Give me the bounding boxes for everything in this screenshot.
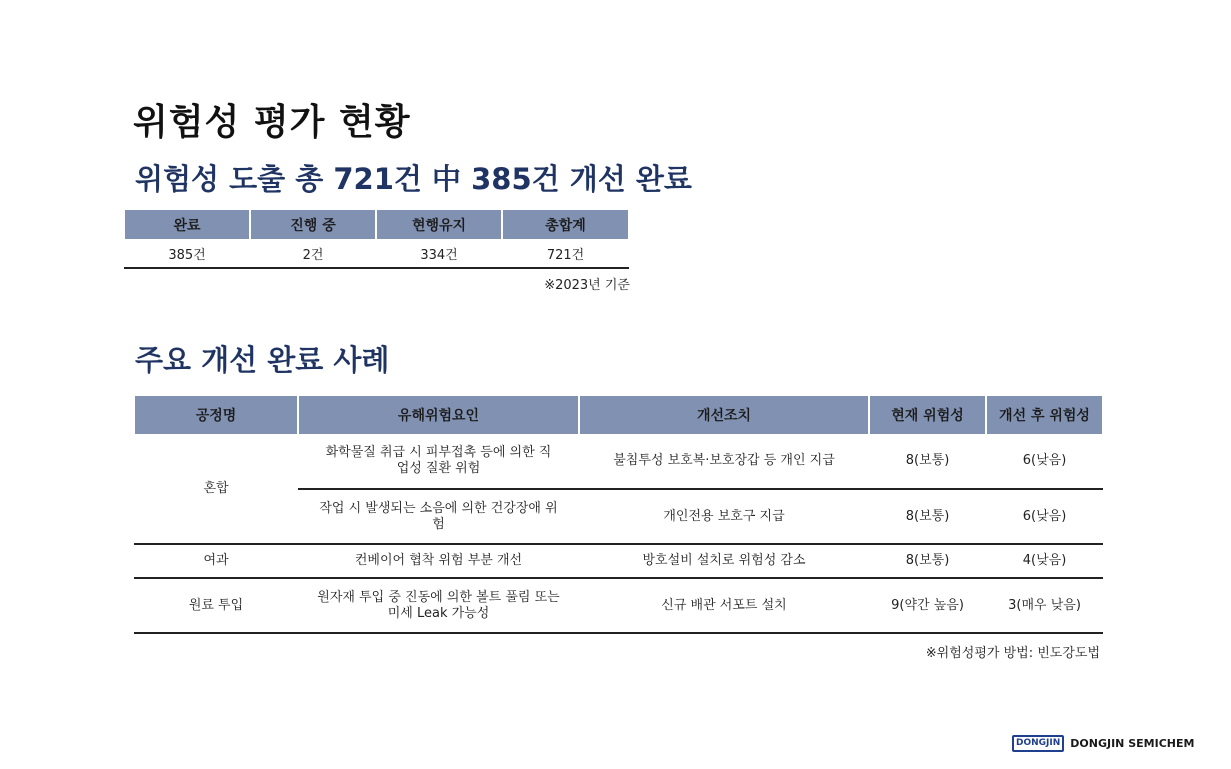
summary-table — [123, 210, 630, 269]
summary-heading: 위험성 도출 총 721건 中 385건 개선 완료 — [135, 162, 692, 196]
process-cell: 여과 — [134, 544, 298, 578]
summary-header: 완료 — [124, 210, 250, 239]
summary-value: 2건 — [250, 239, 376, 268]
cases-table — [133, 396, 1104, 634]
company-logo — [1012, 734, 1194, 752]
summary-value: 385건 — [124, 239, 250, 268]
current-risk-cell: 8(보통) — [869, 544, 986, 578]
logo-text: DONGJIN SEMICHEM — [1070, 736, 1195, 750]
summary-header: 현행유지 — [376, 210, 502, 239]
hazard-cell: 작업 시 발생되는 소음에 의한 건강장애 위험 — [298, 489, 579, 544]
hazard-cell: 화학물질 취급 시 피부접촉 등에 의한 직업성 질환 위험 — [298, 434, 579, 489]
summary-value: 334건 — [376, 239, 502, 268]
cases-header: 개선조치 — [579, 396, 869, 434]
cases-header: 현재 위험성 — [869, 396, 986, 434]
current-risk-cell: 8(보통) — [869, 434, 986, 489]
hazard-cell: 컨베이어 협착 위험 부분 개선 — [298, 544, 579, 578]
after-risk-cell: 3(매우 낮음) — [986, 578, 1103, 633]
table-row — [134, 434, 1103, 489]
action-cell: 방호설비 설치로 위험성 감소 — [579, 544, 869, 578]
after-risk-cell: 6(낮음) — [986, 489, 1103, 544]
summary-header: 총합계 — [502, 210, 629, 239]
process-cell: 혼합 — [134, 434, 298, 544]
action-cell: 불침투성 보호복·보호장갑 등 개인 지급 — [579, 434, 869, 489]
summary-header-row — [124, 210, 629, 239]
cases-header: 유해위험요인 — [298, 396, 579, 434]
summary-value-row — [124, 239, 629, 268]
after-risk-cell: 4(낮음) — [986, 544, 1103, 578]
summary-note: ※2023년 기준 — [544, 278, 630, 293]
cases-heading: 주요 개선 완료 사례 — [135, 343, 390, 377]
summary-value: 721건 — [502, 239, 629, 268]
page-title: 위험성 평가 현황 — [133, 102, 411, 143]
current-risk-cell: 9(약간 높음) — [869, 578, 986, 633]
cases-header: 개선 후 위험성 — [986, 396, 1103, 434]
summary-header: 진행 중 — [250, 210, 376, 239]
cases-note: ※위험성평가 방법: 빈도강도법 — [925, 646, 1100, 661]
action-cell: 신규 배관 서포트 설치 — [579, 578, 869, 633]
table-row — [134, 544, 1103, 578]
cases-header-row — [134, 396, 1103, 434]
cases-header: 공정명 — [134, 396, 298, 434]
logo-mark: DONGJIN — [1012, 735, 1064, 752]
current-risk-cell: 8(보통) — [869, 489, 986, 544]
action-cell: 개인전용 보호구 지급 — [579, 489, 869, 544]
hazard-cell: 원자재 투입 중 진동에 의한 볼트 풀림 또는 미세 Leak 가능성 — [298, 578, 579, 633]
process-cell: 원료 투입 — [134, 578, 298, 633]
after-risk-cell: 6(낮음) — [986, 434, 1103, 489]
table-row — [134, 578, 1103, 633]
